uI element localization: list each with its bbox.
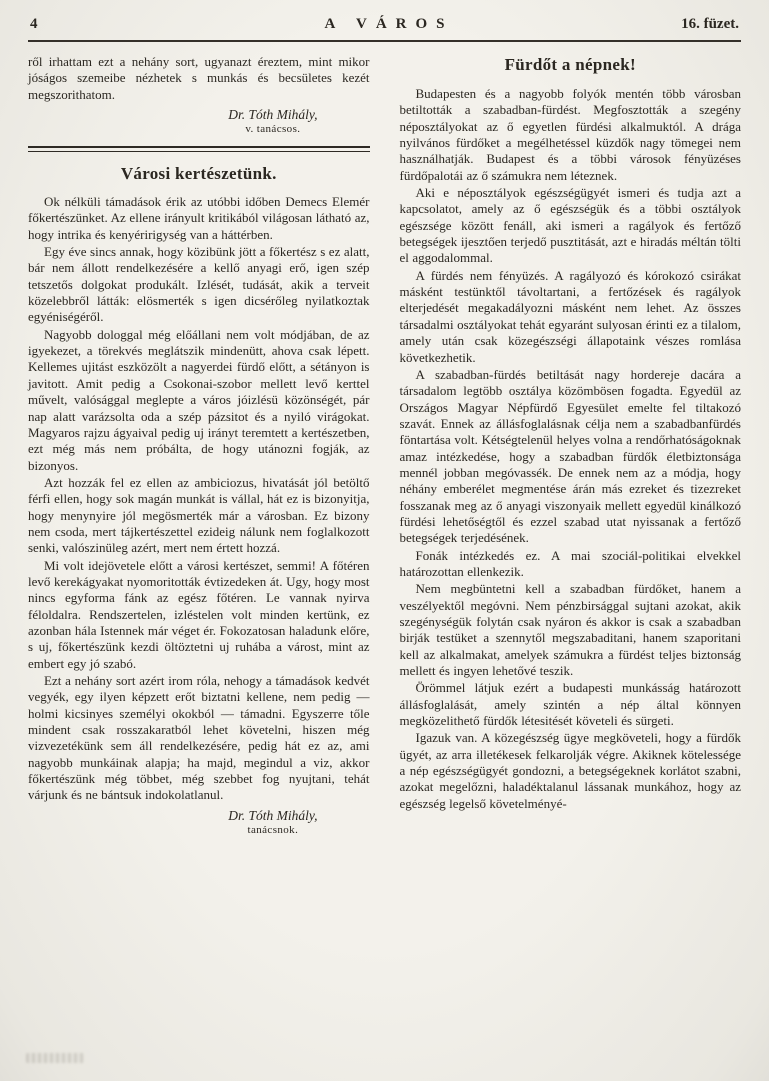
article-title-varosi-kerteszetunk: Városi kertészetünk. [120,164,277,184]
signature-title: tanácsnok. [247,823,299,836]
section-divider-rule [28,146,370,152]
two-column-layout [28,54,741,839]
article-paragraph: A szabadban-fürdés betiltását nagy hordereje dacára a társadalom legtöbb osztálya közömbösen fogadta. Egyedül az Országos Magyar Népfürdő Egyesület emelte fel tiltakozó szavát. Ennek az állásfoglalásnak célja nem a szabadbanfürdés föntartása volt. Kétségtelenül helyes volna a rendőrhatóságoknak amaz intézkedése, hogy a szabadban fürdők életbiztonsága mennél jobban megóvassék. De ennek nem az a módja, hogy néhány emberélet megmentése árán más ezreket és tizezreket fosszanak meg az ő anyagi viszonyaik mellett egyedül kinálkozó fürdési lehetőségtől és ezzel szabad utat nyissanak a fertőző betegségek terjedésének. [399,366,741,546]
article-paragraph: Egy éve sincs annak, hogy közibünk jött a főkertész s ez alatt, bár nem állott rendelkezésére a kellő anyagi erő, igen szép tetszetős dolgokat produkált. Izlését, tudását, akik a terveit közelebbről látták: elösmerték s igen dicsérőleg nyilatkoztak egyéniségéről. [28,244,370,325]
page-number: 4 [30,16,38,32]
issue-label: 16. füzet. [681,16,739,32]
article-paragraph: Igazuk van. A közegészség ügye megköveteli, hogy a fürdők ügyét, az arra illetékesek felkarolják végre. Akiknek kötelessége a nép egészségügyét gondozni, a betegségeknek korlátot szabni, azokat megelőzni, haladéktalanul lássanak munkához, hogy az egészség legelső követelményé- [399,730,741,811]
signature-block [228,107,317,136]
signature-title: v. tanácsos. [245,123,301,136]
article-paragraph: Aki e néposztályok egészségügyét ismeri és tudja azt a kapcsolatot, amely az ő egészségük és a többi osztályok egészsége között fenáll, aki ismeri a ragályok és fertőző betegségek ijesztően terjedő pusztitását, azt e hiradás méltán tölti el aggodalommal. [399,185,741,266]
article-paragraph: Ezt a nehány sort azért irom róla, nehogy a támadások kedvét vegyék, egy ilyen képzett erőt biztatni kellene, nem pedig — holmi kicsinyes személyi okokból — támadni. Egyszerre tőle mindent csak rosszakaratból lehet követelni, hiszen még vizvezetékünk sem áll rendelkezésére, pedig hát ez az, ami nagyobb munkáinak alapja; ha majd, megindul a viz, akkor főkertészünk még többet, még szebbet fog nyujtani, tehát várjunk és ne bántsuk indokolatlanul. [28,673,370,803]
article-paragraph: Fonák intézkedés ez. A mai szociál-politikai elvekkel határozottan ellenkezik. [399,547,741,579]
article-paragraph: A fürdés nem fényüzés. A ragályozó és kórokozó csirákat másként testünktől távoltartani, a fertőzések és ragályok elterjedését megakadályozni másként nem lehet. Az összes társadalmi osztályokat tehát egyaránt sulyosan érinti ez a tilalom, amely után csak közegészségi állapotaink vészes romlása következhetik. [399,267,741,365]
signature-name: Dr. Tóth Mihály, [228,807,318,823]
article-paragraph: Örömmel látjuk ezért a budapesti munkásság határozott állásfoglalását, amely szintén a nép által könnyen megközelithető fürdők létesitését követeli és sürgeti. [399,680,741,729]
print-artifact-smudge [26,1053,84,1063]
article-paragraph: Nem megbüntetni kell a szabadban fürdőket, hanem a veszélyektől megóvni. Nem pénzbirsággal sujtani azokat, akik szegénységük folytán csak nyáron és akkor is csak a szabadban birják testüket a szennytől megszabaditani, hanem szaporitani kell az alkalmakat, amelyek számukra a fürdést teljes biztonság mellett és ingyen lehetővé teszik. [399,581,741,679]
signature-block [228,808,317,837]
right-column [400,54,742,839]
journal-title: A VÁROS [324,16,454,32]
article-paragraph: Azt hozzák fel ez ellen az ambiciozus, hivatását jól betöltő férfi ellen, hogy sok magán munkát is vállal, hát ez is bizonyitja, hogy menynyire jól megösmerték már a városban. Ez bizony nem csoda, mert tájkertészettel ezideig nálunk nem foglalkozott senki, valószinüleg azért, mert nem értett hozzá. [28,474,370,556]
article-paragraph: Budapesten és a nagyobb folyók mentén több városban betiltották a szabadban-fürdést. Megfosztották a szegény néposztályokat az ő egyetlen fürdési alkalmuktól. A drága nyilvános fürdőket a megélhetéssel küzdők nagy tömegei nem használhatják. Budapest és a többi városok fényüzéses fürdőpalotái az ő számukra nem léteznek. [399,86,741,183]
signature-name: Dr. Tóth Mihály, [228,107,318,123]
article-title-furdot-a-nepnek: Fürdőt a népnek! [504,55,636,74]
article-paragraph: Mi volt idejövetele előtt a városi kertészet, semmi! A főtéren levő kerekágyakat nyomoritották évtizedeken át. Ugy, hogy most nincs egyforma fánk az egész főtéren. Le vannak nyirva féloldalra. Rendszertelen, izléstelen volt minden kertünk, ez azonban hála Istennek már véget ér. Fokozatosan haladunk előre, s uj, főkertészünk kezdi öltöztetni uj ruhába a várost, mint az embert egy jó szabó. [28,557,370,671]
left-column [28,54,370,839]
page-header [28,16,741,42]
article-continuation-text: ről irhattam ezt a nehány sort, ugyanazt éreztem, mint mikor jóságos szemeibe nézhetek s munkás és becsületes kezét megszorithatom. [28,54,370,102]
article-paragraph: Ok nélküli támadások érik az utóbbi időben Demecs Elemér főkertészünket. Az ellene irányult kritikából világosan látható az, hogy intrika és kenyéririgység van a háttérben. [28,194,370,242]
article-paragraph: Nagyobb dologgal még előállani nem volt módjában, de az igyekezet, a törekvés meglátszik mindenütt, ahova csak lépett. Kellemes ujitást eszközölt a nagyerdei fürdő előtt, a sétányon is javitott. Amit pedig a Csokonai-szobor mellett levő kerttel művelt, valósággal meglepte a város jóizlésü közönségét, pár nap alatt varázsolta oda a szép pázsitot és a nyiló virágokat. Magyaros rajzu ágyaival pedig uj irányt teremtett a kertészetben, ezt még más nem próbálta, de hogy utánozni fogják, az bizonyos. [28,326,370,473]
